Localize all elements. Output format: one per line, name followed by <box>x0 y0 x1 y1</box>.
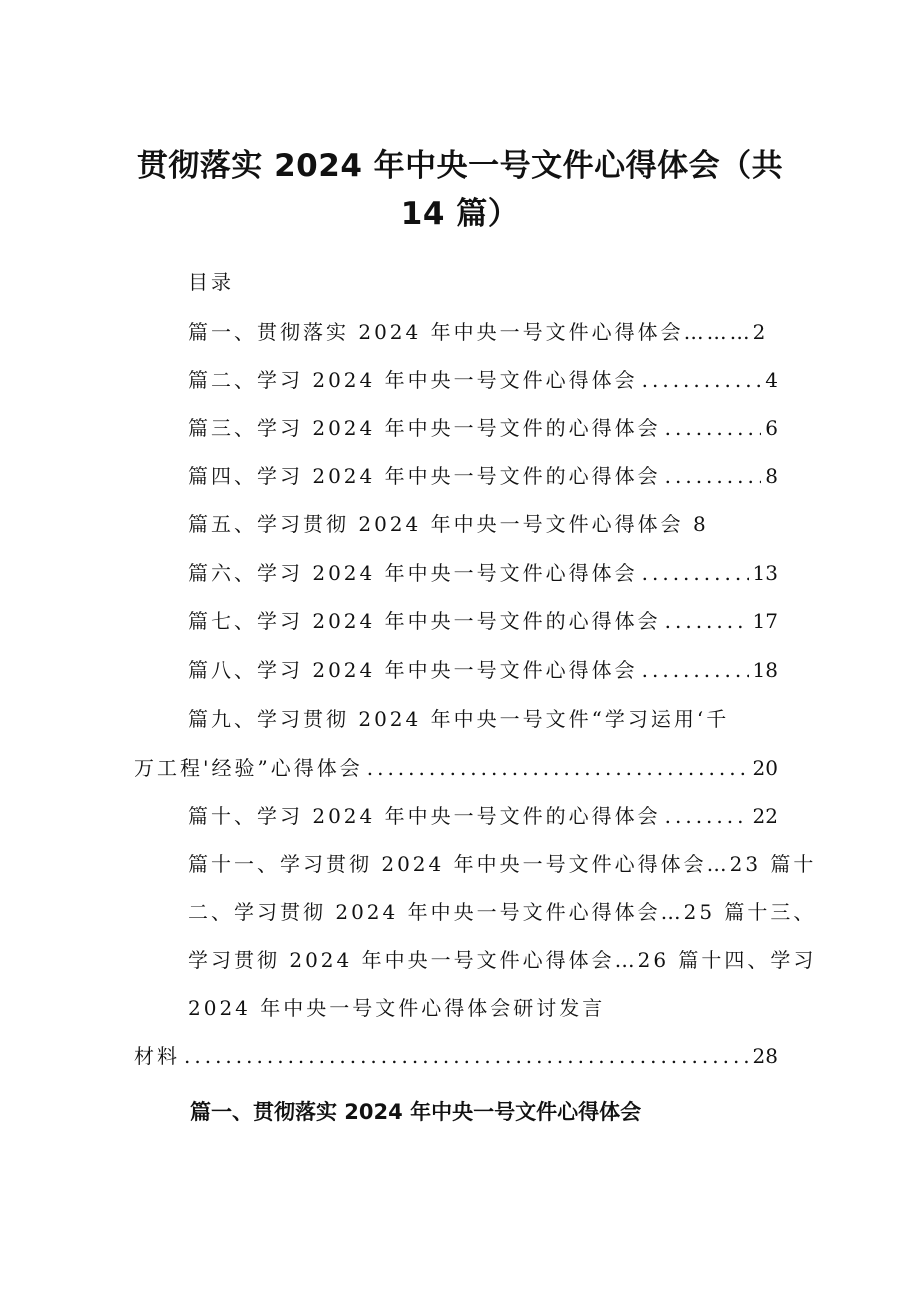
toc-entry-4[interactable] <box>188 462 778 490</box>
toc-entry-8[interactable] <box>188 656 778 684</box>
document-title-line-2: 14 篇） <box>400 196 520 232</box>
toc-entry-5[interactable] <box>188 510 778 538</box>
toc-entry-label: 篇十、学习 2024 年中央一号文件的心得体会 <box>188 804 661 828</box>
toc-entry-label: 万工程'经验”心得体会 <box>134 756 363 780</box>
toc-leader-dots <box>184 1042 749 1070</box>
toc-entry-label: 篇六、学习 2024 年中央一号文件心得体会 <box>188 561 638 585</box>
toc-entry-3[interactable] <box>188 414 778 442</box>
toc-entry-page: 4 <box>765 368 778 392</box>
toc-wrapped-line-2[interactable]: 二、学习贯彻 2024 年中央一号文件心得体会…25 篇十三、 <box>188 900 817 924</box>
toc-entry-page: 20 <box>752 756 778 780</box>
toc-wrapped-line-3[interactable]: 学习贯彻 2024 年中央一号文件心得体会…26 篇十四、学习 <box>188 948 817 972</box>
toc-entry-label: 篇七、学习 2024 年中央一号文件的心得体会 <box>188 609 661 633</box>
toc-entry-page: 13 <box>752 561 778 585</box>
toc-entry-label: 材料 <box>134 1044 180 1068</box>
toc-entry-page: 22 <box>752 804 778 828</box>
toc-entry-label: 篇五、学习贯彻 2024 年中央一号文件心得体会 8 <box>188 512 709 536</box>
toc-entry-9-continuation[interactable] <box>134 754 778 782</box>
toc-wrapped-line-4[interactable]: 2024 年中央一号文件心得体会研讨发言 <box>188 996 606 1020</box>
toc-wrapped-line-1[interactable]: 篇十一、学习贯彻 2024 年中央一号文件心得体会…23 篇十 <box>188 852 817 876</box>
toc-entry-label: 篇八、学习 2024 年中央一号文件心得体会 <box>188 658 638 682</box>
section-heading: 篇一、贯彻落实 2024 年中央一号文件心得体会 <box>190 1100 642 1124</box>
toc-leader-dots <box>642 366 762 394</box>
toc-entry-6[interactable] <box>188 559 778 587</box>
toc-entry-2[interactable] <box>188 366 778 394</box>
toc-entry-label: 篇四、学习 2024 年中央一号文件的心得体会 <box>188 464 661 488</box>
toc-heading: 目录 <box>188 270 234 294</box>
toc-leader-dots <box>665 414 762 442</box>
toc-entry-page: 8 <box>765 464 778 488</box>
document-title-line-1: 贯彻落实 2024 年中央一号文件心得体会（共 <box>136 148 784 184</box>
toc-entry-page: 18 <box>752 658 778 682</box>
toc-entry-label: 篇二、学习 2024 年中央一号文件心得体会 <box>188 368 638 392</box>
toc-entry-label: 篇三、学习 2024 年中央一号文件的心得体会 <box>188 416 661 440</box>
toc-entry-10[interactable] <box>188 802 778 830</box>
toc-leader-dots <box>665 607 749 635</box>
toc-leader-dots <box>642 656 749 684</box>
toc-entry-page: 6 <box>765 416 778 440</box>
toc-leader-dots <box>367 754 749 782</box>
toc-entry-page: 17 <box>752 609 778 633</box>
toc-entry-14-continuation[interactable] <box>134 1042 778 1070</box>
toc-entry-label: 篇一、贯彻落实 2024 年中央一号文件心得体会……… <box>188 320 753 344</box>
toc-entry-page: 28 <box>752 1044 778 1068</box>
toc-entry-9[interactable]: 篇九、学习贯彻 2024 年中央一号文件“学习运用‘千 <box>188 707 730 731</box>
toc-leader-dots <box>665 462 762 490</box>
toc-leader-dots <box>665 802 749 830</box>
toc-entry-1[interactable] <box>188 318 778 346</box>
toc-entry-page: 2 <box>752 320 766 344</box>
toc-leader-dots <box>642 559 749 587</box>
toc-entry-7[interactable] <box>188 607 778 635</box>
